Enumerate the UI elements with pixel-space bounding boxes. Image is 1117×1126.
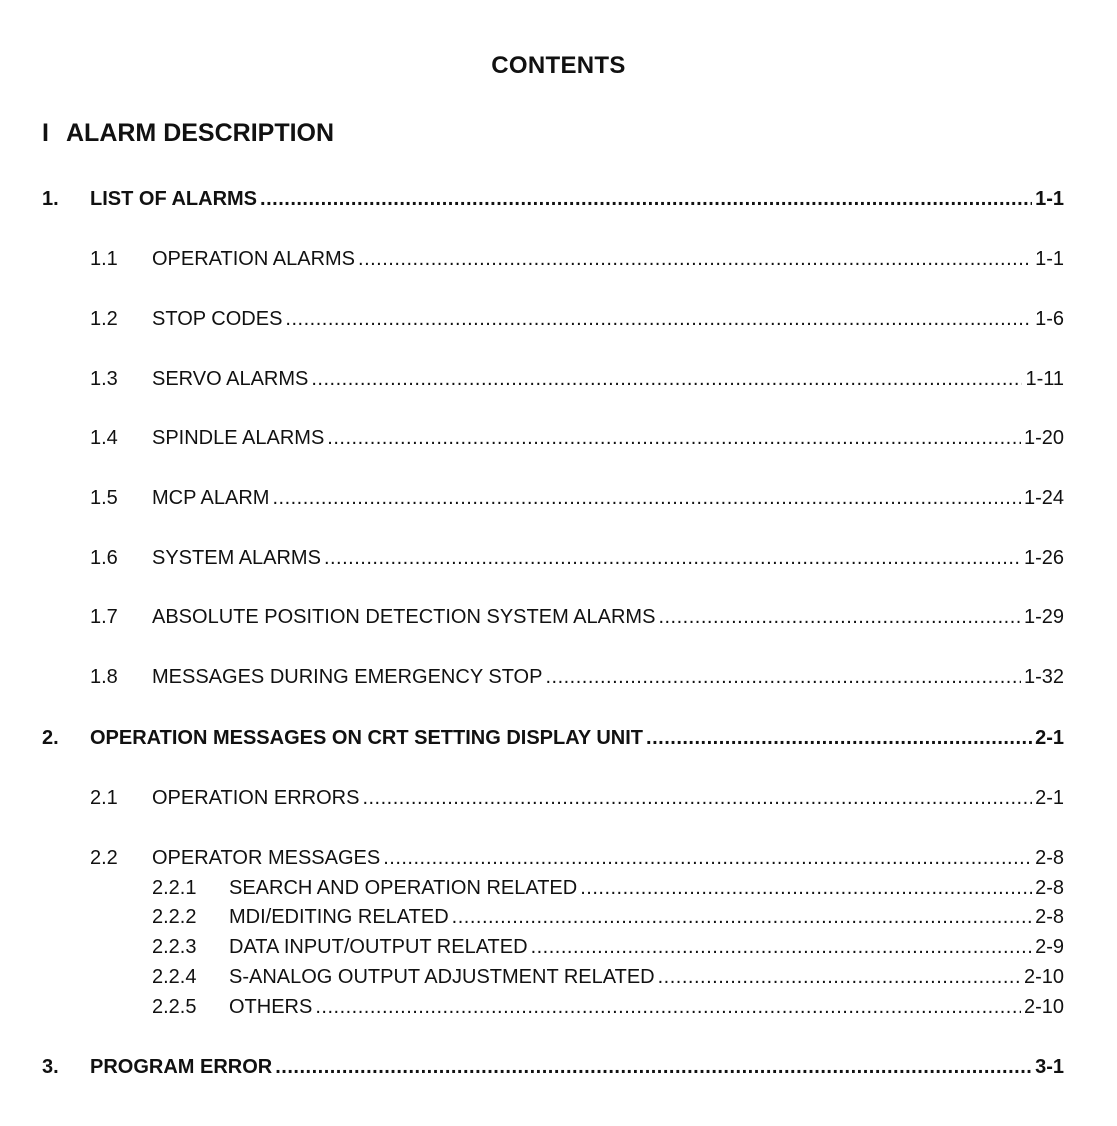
toc-entry-1[interactable]	[42, 187, 1064, 211]
toc-entry-label: MCP ALARM	[152, 487, 270, 509]
toc-leader-dots	[658, 965, 1021, 989]
toc-leader-dots	[358, 247, 1032, 271]
toc-entry-number: 1.8	[90, 666, 118, 688]
toc-entry-page: 2-8	[1035, 906, 1064, 928]
toc-entry-2-2-4[interactable]	[152, 965, 1064, 989]
toc-entry-label: MDI/EDITING RELATED	[229, 906, 449, 928]
toc-entry-number: 1.4	[90, 427, 118, 449]
toc-leader-dots	[324, 546, 1021, 570]
part-numeral: I	[42, 119, 49, 147]
toc-entry-number: 1.1	[90, 248, 118, 270]
toc-entry-label: ABSOLUTE POSITION DETECTION SYSTEM ALARMS	[152, 606, 656, 628]
toc-entry-1-7[interactable]	[90, 605, 1064, 629]
toc-entry-label: S-ANALOG OUTPUT ADJUSTMENT RELATED	[229, 966, 655, 988]
toc-entry-label: SYSTEM ALARMS	[152, 547, 321, 569]
toc-entry-page: 3-1	[1035, 1056, 1064, 1078]
toc-entry-2-2-2[interactable]	[152, 905, 1064, 929]
toc-entry-label: MESSAGES DURING EMERGENCY STOP	[152, 666, 543, 688]
toc-entry-number: 2.2.3	[152, 936, 197, 958]
toc-entry-2-2-1[interactable]	[152, 876, 1064, 900]
toc-entry-1-3[interactable]	[90, 367, 1064, 391]
toc-entry-page: 1-11	[1025, 368, 1064, 390]
toc-entry-page: 1-24	[1023, 487, 1064, 509]
toc-entry-number: 1.	[42, 188, 59, 210]
toc-leader-dots	[545, 665, 1021, 689]
toc-entry-1-8[interactable]	[90, 665, 1064, 689]
toc-entry-2-2[interactable]	[90, 846, 1064, 870]
toc-entry-1-1[interactable]	[90, 247, 1064, 271]
toc-leader-dots	[260, 187, 1032, 211]
toc-entry-page: 2-9	[1035, 936, 1064, 958]
toc-entry-number: 2.2.5	[152, 996, 197, 1018]
toc-leader-dots	[531, 935, 1033, 959]
toc-entry-2-2-3[interactable]	[152, 935, 1064, 959]
part-title: ALARM DESCRIPTION	[66, 119, 335, 147]
page-title: CONTENTS	[491, 52, 626, 79]
toc-entry-number: 1.6	[90, 547, 118, 569]
toc-entry-label: OPERATION ALARMS	[152, 248, 356, 270]
toc-entry-label: DATA INPUT/OUTPUT RELATED	[229, 936, 528, 958]
toc-entry-page: 2-1	[1035, 727, 1064, 749]
toc-entry-1-6[interactable]	[90, 546, 1064, 570]
toc-entry-1-2[interactable]	[90, 307, 1064, 331]
toc-entry-page: 2-8	[1035, 877, 1064, 899]
toc-leader-dots	[452, 905, 1032, 929]
toc-entry-label: OTHERS	[229, 996, 313, 1018]
toc-entry-page: 1-32	[1023, 666, 1064, 688]
toc-entry-2[interactable]	[42, 726, 1064, 750]
toc-entry-label: OPERATOR MESSAGES	[152, 847, 381, 869]
toc-entry-number: 2.2	[90, 847, 118, 869]
toc-entry-number: 1.7	[90, 606, 118, 628]
toc-leader-dots	[658, 605, 1021, 629]
toc-entry-label: SEARCH AND OPERATION RELATED	[229, 877, 578, 899]
toc-entry-page: 2-1	[1035, 787, 1064, 809]
toc-leader-dots	[315, 995, 1021, 1019]
toc-entry-page: 2-10	[1023, 996, 1064, 1018]
toc-entry-number: 2.2.4	[152, 966, 197, 988]
toc-entry-label: OPERATION MESSAGES ON CRT SETTING DISPLAY UNIT	[90, 727, 644, 749]
toc-leader-dots	[327, 426, 1021, 450]
toc-leader-dots	[383, 846, 1032, 870]
toc-entry-label: STOP CODES	[152, 308, 283, 330]
toc-entry-2-2-5[interactable]	[152, 995, 1064, 1019]
toc-entry-number: 1.3	[90, 368, 118, 390]
toc-entry-number: 2.2.1	[152, 877, 197, 899]
toc-entry-number: 2.1	[90, 787, 118, 809]
toc-entry-number: 3.	[42, 1056, 59, 1078]
toc-entry-number: 2.2.2	[152, 906, 197, 928]
part-heading	[42, 119, 334, 148]
toc-entry-page: 2-10	[1023, 966, 1064, 988]
toc-entry-label: PROGRAM ERROR	[90, 1056, 273, 1078]
toc-leader-dots	[580, 876, 1032, 900]
toc-leader-dots	[646, 726, 1032, 750]
toc-entry-page: 1-6	[1035, 308, 1064, 330]
toc-entry-label: SPINDLE ALARMS	[152, 427, 325, 449]
toc-entry-page: 1-20	[1023, 427, 1064, 449]
toc-leader-dots	[311, 367, 1022, 391]
toc-entry-page: 1-26	[1023, 547, 1064, 569]
toc-entry-label: OPERATION ERRORS	[152, 787, 360, 809]
toc-leader-dots	[362, 786, 1032, 810]
toc-entry-1-4[interactable]	[90, 426, 1064, 450]
toc-entry-number: 1.5	[90, 487, 118, 509]
toc-entry-page: 1-1	[1035, 248, 1064, 270]
toc-leader-dots	[272, 486, 1021, 510]
toc-leader-dots	[285, 307, 1032, 331]
toc-leader-dots	[275, 1055, 1032, 1079]
toc-entry-label: LIST OF ALARMS	[90, 188, 258, 210]
toc-entry-number: 2.	[42, 727, 59, 749]
toc-entry-number: 1.2	[90, 308, 118, 330]
toc-entry-3[interactable]	[42, 1055, 1064, 1079]
toc-entry-page: 2-8	[1035, 847, 1064, 869]
toc-entry-2-1[interactable]	[90, 786, 1064, 810]
toc-entry-page: 1-1	[1035, 188, 1064, 210]
toc-entry-label: SERVO ALARMS	[152, 368, 309, 390]
toc-entry-page: 1-29	[1023, 606, 1064, 628]
toc-entry-1-5[interactable]	[90, 486, 1064, 510]
